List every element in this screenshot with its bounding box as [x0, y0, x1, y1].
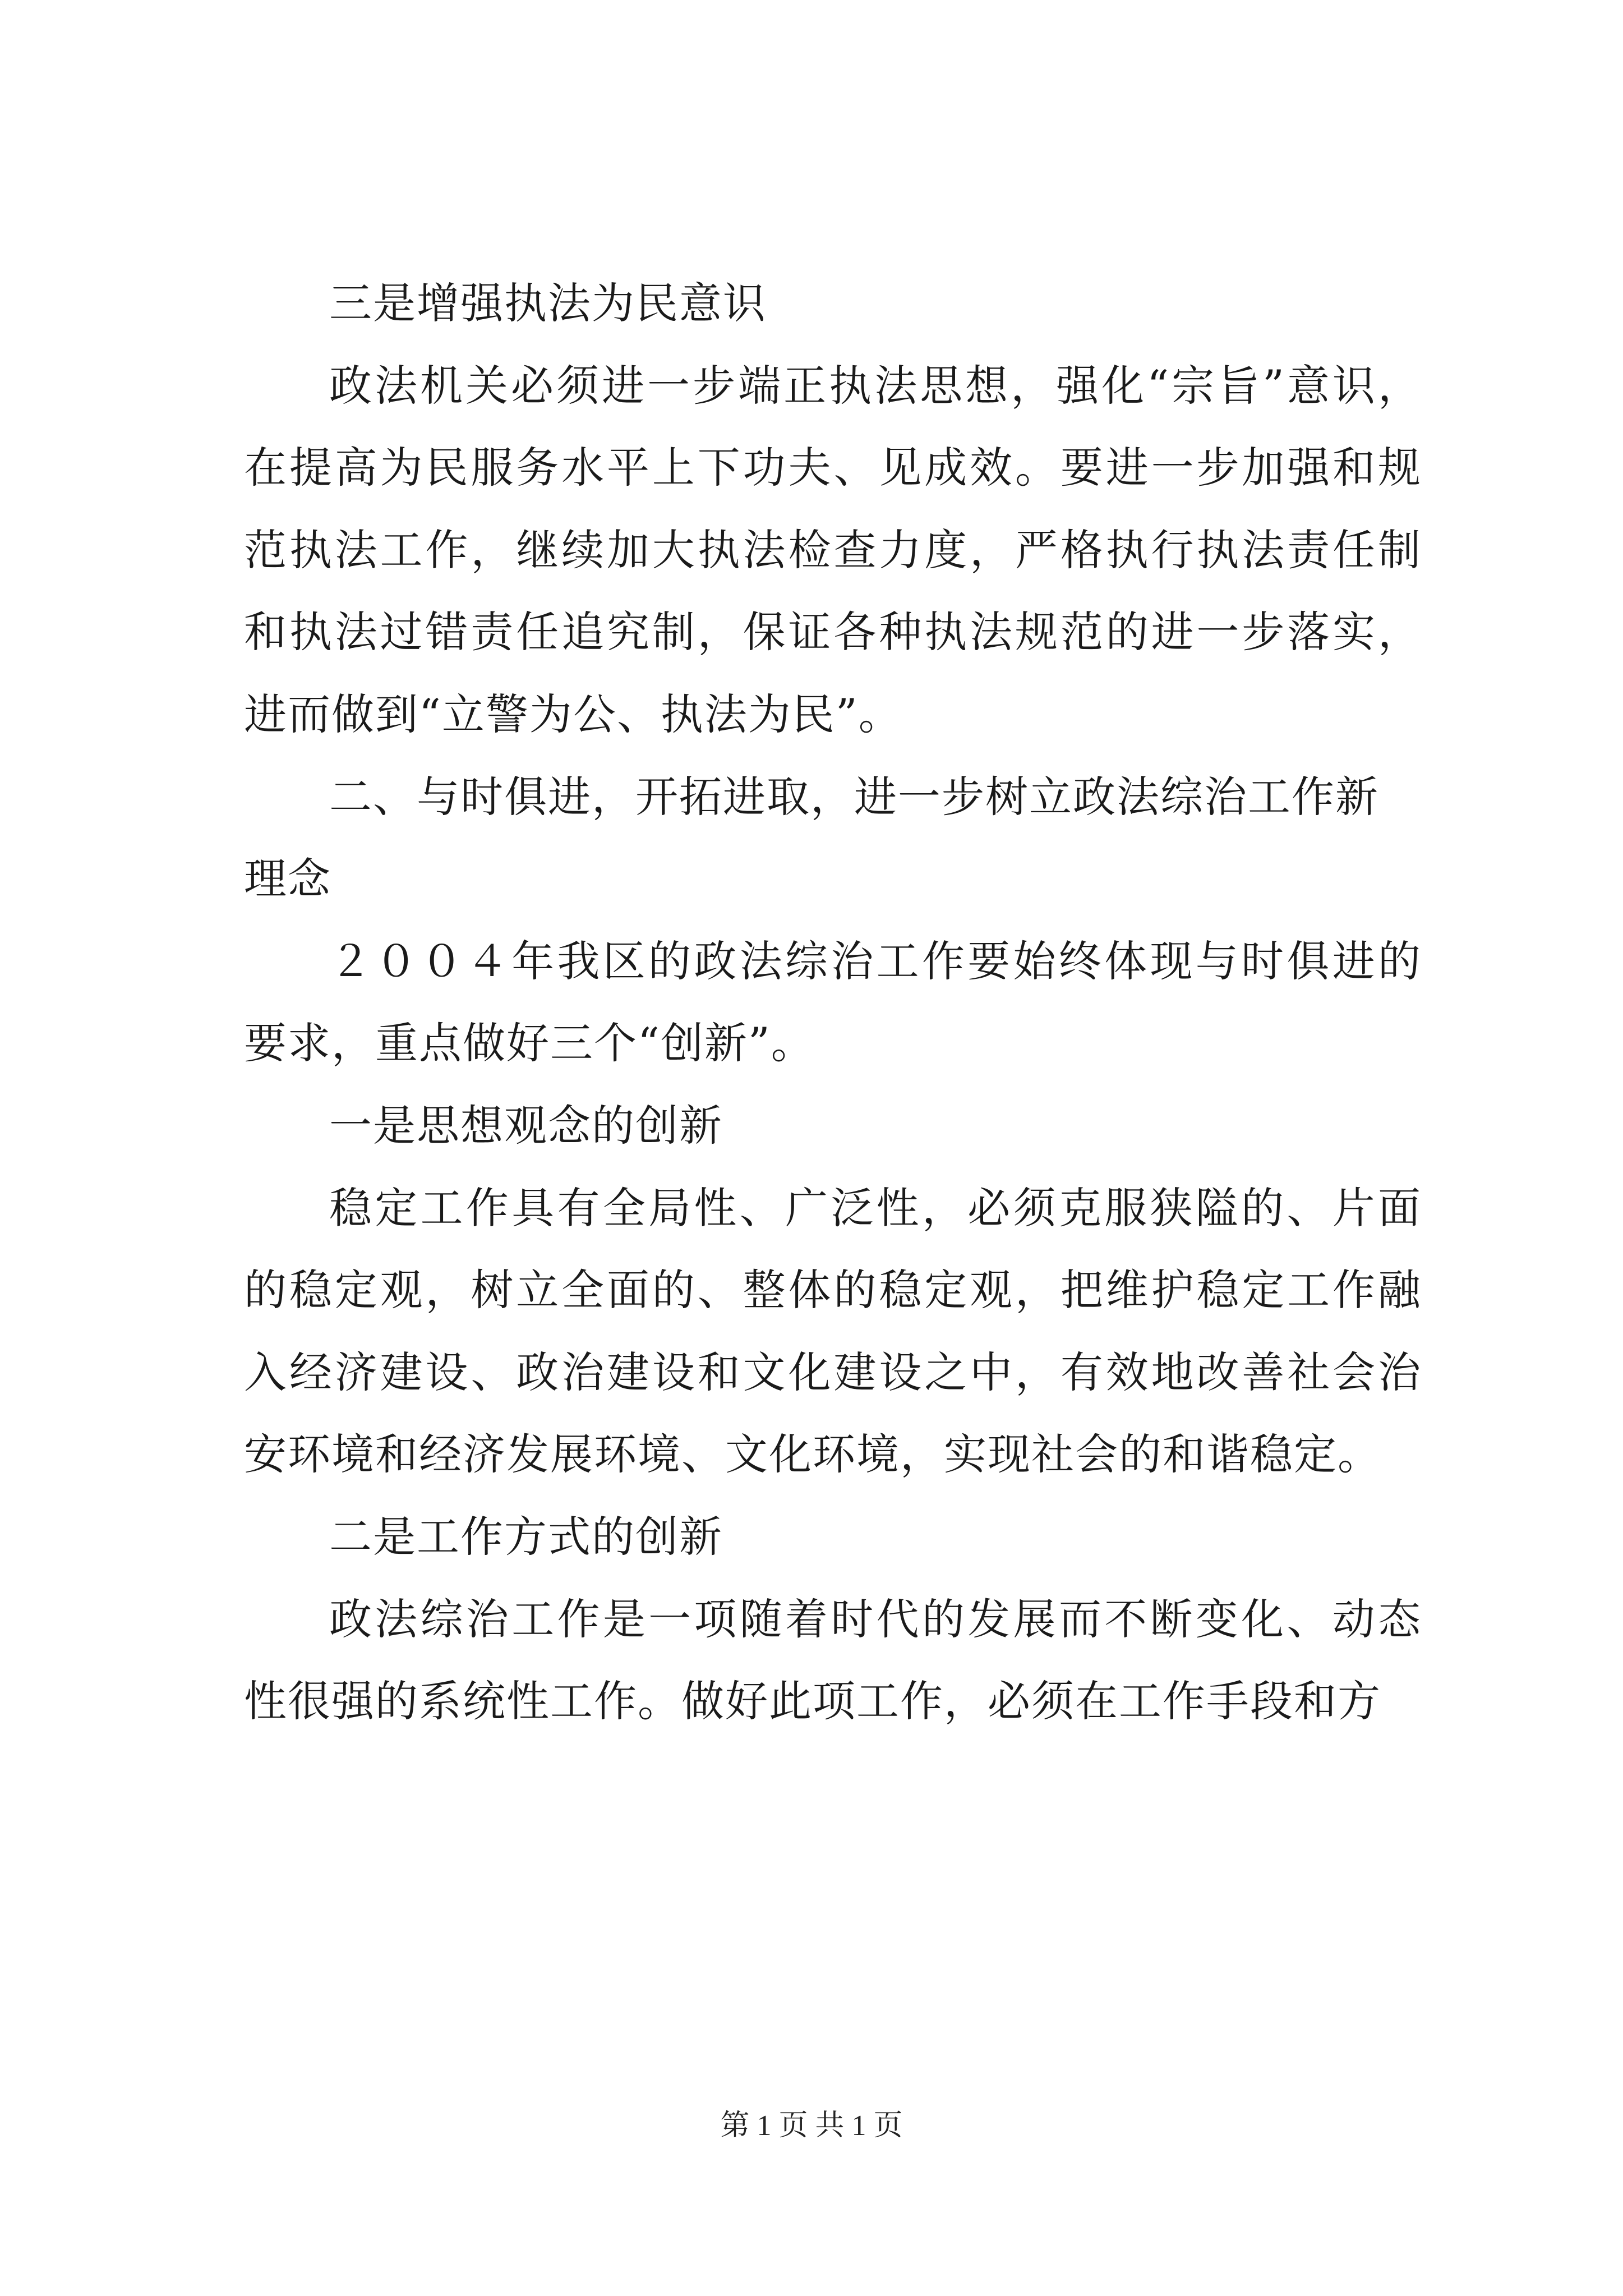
- paragraph-systematic-work: 政法综治工作是一项随着时代的发展而不断变化、动态性很强的系统性工作。做好此项工作，必须在工作手段和方: [244, 1594, 1422, 1727]
- section-heading-keep-pace-with-times: 二、与时俱进，开拓进取，进一步树立政法综治工作新理念: [244, 771, 1379, 904]
- section-heading-ideas-innovation: 一是思想观念的创新: [329, 1100, 723, 1151]
- paragraph-2004-requirements: ２００４年我区的政法综治工作要始终体现与时俱进的要求，重点做好三个“创新”。: [244, 936, 1422, 1069]
- section-heading-work-method-innovation: 二是工作方式的创新: [329, 1511, 723, 1562]
- paragraph-enforcement-thinking: 政法机关必须进一步端正执法思想，强化“宗旨”意识，在提高为民服务水平上下功夫、见成效。要进一步加强和规范执法工作，继续加大执法检查力度，严格执行执法责任制和执法过错责任追究制，保证各种执法规范的进一步落实，进而做到“立警为公、执法为民”。: [244, 360, 1422, 739]
- document-body: [244, 263, 1422, 1743]
- paragraph-stability-work: 稳定工作具有全局性、广泛性，必须克服狭隘的、片面的稳定观，树立全面的、整体的稳定观，把维护稳定工作融入经济建设、政治建设和文化建设之中，有效地改善社会治安环境和经济发展环境、文化环境，实现社会的和谐稳定。: [244, 1182, 1422, 1480]
- page-number-footer: 第 1 页 共 1 页: [720, 2110, 903, 2142]
- section-heading-enforce-for-people: 三是增强执法为民意识: [329, 278, 767, 328]
